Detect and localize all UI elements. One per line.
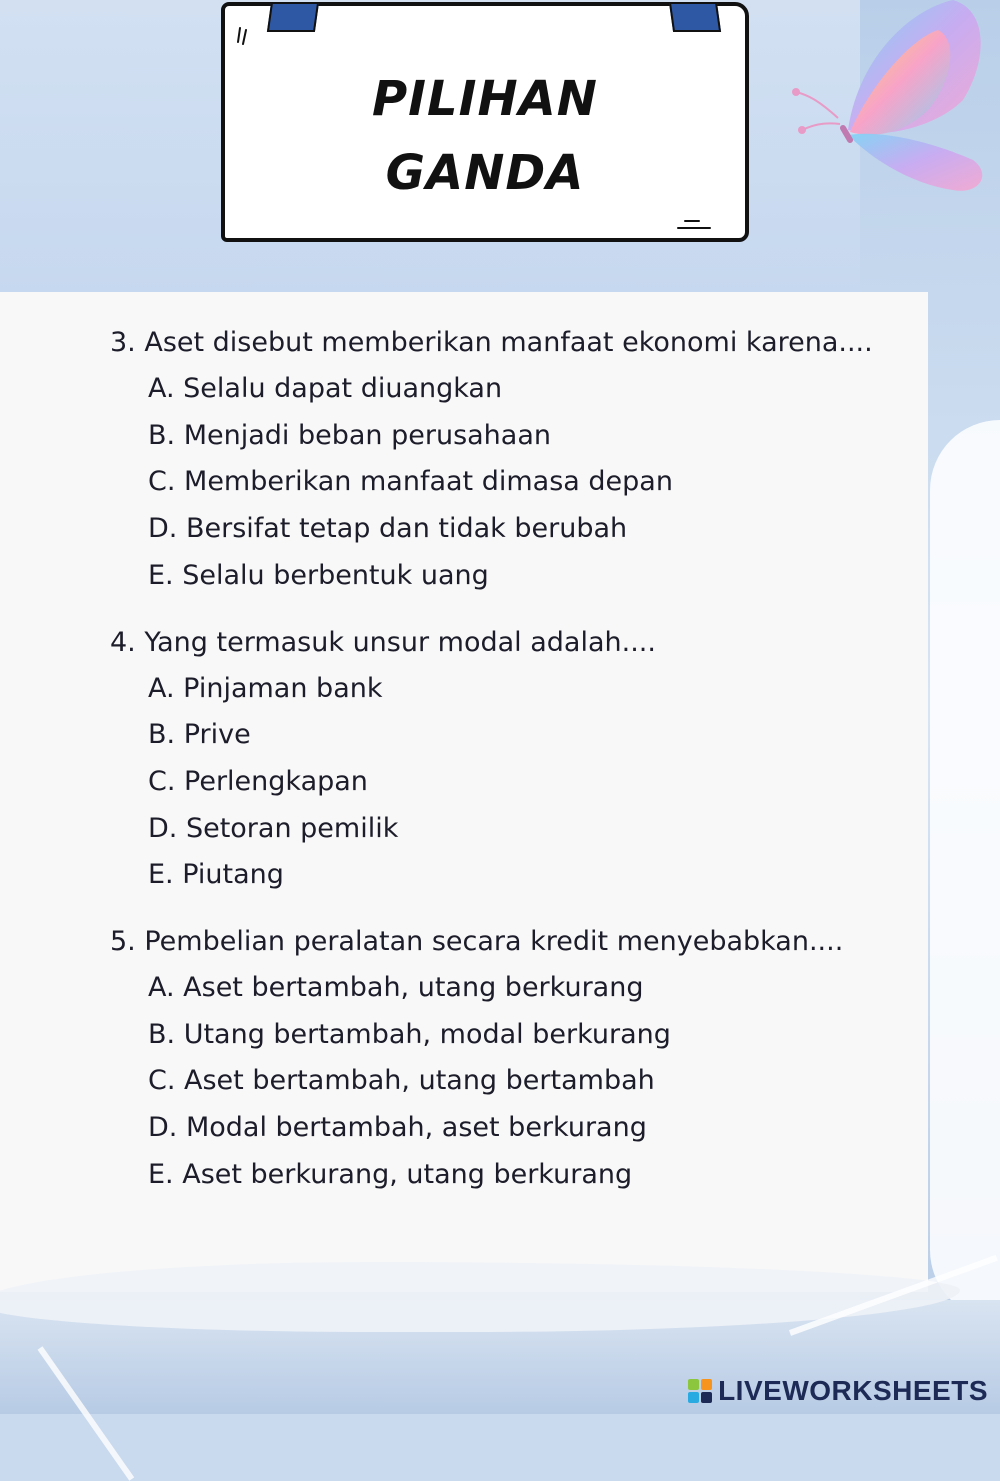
title-line-1: PILIHAN (372, 71, 598, 127)
question-block (110, 620, 910, 900)
logo-square (701, 1379, 712, 1390)
tape-left (267, 2, 319, 32)
option-item[interactable]: D. Modal bertambah, aset berkurang (148, 1112, 647, 1144)
butterfly-icon (788, 0, 1000, 200)
logo-square (688, 1392, 699, 1403)
option-item[interactable]: C. Memberikan manfaat dimasa depan (148, 466, 673, 498)
right-curve-decoration (930, 420, 1000, 1320)
logo-square (701, 1392, 712, 1403)
question-text: 4. Yang termasuk unsur modal adalah.... (110, 626, 656, 658)
option-list (148, 965, 910, 1199)
option-list (148, 666, 910, 900)
option-item[interactable]: B. Utang bertambah, modal berkurang (148, 1018, 671, 1050)
option-item[interactable]: D. Setoran pemilik (148, 812, 399, 844)
option-item[interactable]: A. Aset bertambah, utang berkurang (148, 972, 644, 1004)
title-line-2: GANDA (385, 145, 585, 201)
tick-mark-icon (237, 26, 251, 46)
title-sign (221, 2, 749, 242)
option-item[interactable]: D. Bersifat tetap dan tidak berubah (148, 513, 628, 545)
option-item[interactable]: E. Selalu berbentuk uang (148, 559, 489, 591)
option-item[interactable]: E. Piutang (148, 859, 284, 891)
option-item[interactable]: B. Menjadi beban perusahaan (148, 419, 551, 451)
logo-square (688, 1379, 699, 1390)
question-text: 5. Pembelian peralatan secara kredit menyebabkan.... (110, 926, 844, 958)
watermark-text: LIVEWORKSHEETS (718, 1375, 988, 1406)
option-item[interactable]: A. Selalu dapat diuangkan (148, 373, 503, 404)
tape-right (669, 2, 721, 32)
option-item[interactable]: C. Perlengkapan (148, 765, 368, 797)
liveworksheets-logo-icon (688, 1379, 712, 1403)
page-title (225, 62, 745, 210)
question-block (110, 919, 910, 1199)
option-list (148, 366, 910, 600)
option-item[interactable]: A. Pinjaman bank (148, 672, 383, 704)
question-text: 3. Aset disebut memberikan manfaat ekonomi karena.... (110, 327, 873, 358)
question-block (110, 320, 910, 600)
liveworksheets-watermark[interactable] (688, 1374, 988, 1408)
option-item[interactable]: B. Prive (148, 719, 251, 751)
dash-mark-icon (677, 218, 711, 230)
option-item[interactable]: C. Aset bertambah, utang bertambah (148, 1065, 655, 1097)
option-item[interactable]: E. Aset berkurang, utang berkurang (148, 1158, 633, 1190)
question-list (110, 320, 910, 1219)
